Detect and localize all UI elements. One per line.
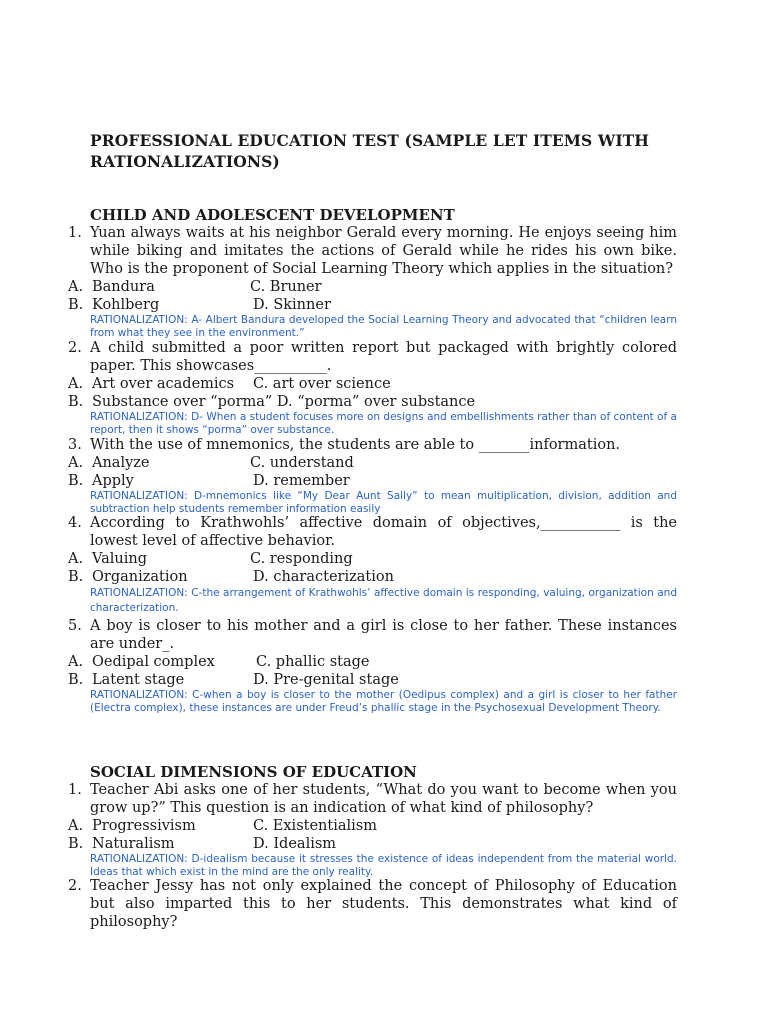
option-text: C. phallic stage — [256, 654, 370, 670]
options-row — [0, 472, 768, 490]
option-text: C. Existentialism — [253, 818, 377, 834]
option-letter: B. — [68, 394, 84, 410]
option-letter: A. — [68, 376, 84, 392]
option-text: Bandura — [92, 279, 155, 295]
option-text: Organization — [92, 569, 188, 585]
question-item — [0, 339, 768, 437]
options-row — [0, 375, 768, 393]
option-text: Naturalism — [92, 836, 175, 852]
rationalization-text: RATIONALIZATION: D- When a student focuses more on designs and embellishments rather than of content of a report, then it shows “porma” over substance. — [90, 411, 677, 436]
section-heading: SOCIAL DIMENSIONS OF EDUCATION — [90, 763, 417, 781]
option-text: D. Idealism — [253, 836, 337, 852]
option-text: Kohlberg — [92, 297, 160, 313]
document-title: PROFESSIONAL EDUCATION TEST (SAMPLE LET ITEMS WITH RATIONALIZATIONS) — [90, 131, 650, 171]
option-text: D. Pre-genital stage — [253, 672, 399, 688]
question-number: 1. — [68, 225, 82, 241]
options-row — [0, 454, 768, 472]
option-text: D. remember — [253, 473, 350, 489]
question-item — [0, 224, 768, 340]
rationalization-text: RATIONALIZATION: A- Albert Bandura developed the Social Learning Theory and advocated that “children learn from what they see in the environment.” — [90, 314, 677, 339]
options-row — [0, 550, 768, 568]
option-text: Analyze — [92, 455, 150, 471]
options-row — [0, 278, 768, 296]
question-text: Teacher Jessy has not only explained the concept of Philosophy of Education but also imparted this to her students. This demonstrates what kind of philosophy? — [90, 878, 677, 930]
option-text: C. responding — [250, 551, 353, 567]
options-row — [0, 835, 768, 853]
option-letter: B. — [68, 569, 84, 585]
option-letter: B. — [68, 297, 84, 313]
option-text: Progressivism — [92, 818, 196, 834]
options-row — [0, 653, 768, 671]
options-row — [0, 393, 768, 411]
question-number: 5. — [68, 618, 82, 634]
question-number: 2. — [68, 878, 82, 894]
options-row — [0, 296, 768, 314]
options-row — [0, 671, 768, 689]
rationalization-text: RATIONALIZATION: C-when a boy is closer to the mother (Oedipus complex) and a girl is closer to her father (Electra complex), these instances are under Freud’s phallic stage in the Psychosexual Development Theory. — [90, 689, 677, 714]
option-text: C. art over science — [253, 376, 391, 392]
options-row — [0, 568, 768, 586]
rationalization-text: RATIONALIZATION: D-idealism because it stresses the existence of ideas independent from the material world. Ideas that which exist in the mind are the only reality. — [90, 853, 677, 878]
option-letter: A. — [68, 279, 84, 295]
option-text: Valuing — [92, 551, 148, 567]
option-letter: B. — [68, 836, 84, 852]
option-letter: A. — [68, 818, 84, 834]
question-item — [0, 781, 768, 879]
section-heading: CHILD AND ADOLESCENT DEVELOPMENT — [90, 206, 455, 224]
question-text: Teacher Abi asks one of her students, “What do you want to become when you grow up?” This question is an indication of what kind of philosophy? — [90, 782, 677, 816]
option-text: C. understand — [250, 455, 354, 471]
question-number: 4. — [68, 515, 82, 531]
option-text: Latent stage — [92, 672, 185, 688]
question-text: With the use of mnemonics, the students are able to _______information. — [90, 437, 621, 453]
option-letter: A. — [68, 551, 84, 567]
option-text: D. characterization — [253, 569, 394, 585]
rationalization-text: RATIONALIZATION: D-mnemonics like “My Dear Aunt Sally” to mean multiplication, division, addition and subtraction help students remember information easily — [90, 490, 677, 515]
question-text: A boy is closer to his mother and a girl is close to her father. These instances are under_. — [90, 618, 677, 652]
question-item — [0, 877, 768, 931]
option-letter: A. — [68, 455, 84, 471]
rationalization-text: RATIONALIZATION: C-the arrangement of Krathwohls’ affective domain is responding, valuing, organization and characterization. — [90, 587, 677, 614]
question-text: Yuan always waits at his neighbor Gerald every morning. He enjoys seeing him while biking and imitates the actions of Gerald while he rides his own bike. Who is the proponent of Social Learning Theory which applies in the situation? — [90, 225, 677, 277]
question-item — [0, 514, 768, 616]
question-item — [0, 436, 768, 516]
option-letter: B. — [68, 473, 84, 489]
option-text: Art over academics — [92, 376, 235, 392]
question-text: A child submitted a poor written report but packaged with brightly colored paper. This showcases__________. — [90, 340, 677, 374]
option-letter: A. — [68, 654, 84, 670]
question-number: 2. — [68, 340, 82, 356]
question-number: 1. — [68, 782, 82, 798]
option-text: Apply — [92, 473, 134, 489]
option-letter: B. — [68, 672, 84, 688]
options-row — [0, 817, 768, 835]
option-text: C. Bruner — [250, 279, 322, 295]
option-text: Oedipal complex — [92, 654, 215, 670]
question-text: According to Krathwohls’ affective domain of objectives,___________ is the lowest level of affective behavior. — [90, 515, 677, 549]
question-number: 3. — [68, 437, 82, 453]
option-text: Substance over “porma” D. “porma” over substance — [92, 394, 476, 410]
question-item — [0, 617, 768, 715]
option-text: D. Skinner — [253, 297, 331, 313]
